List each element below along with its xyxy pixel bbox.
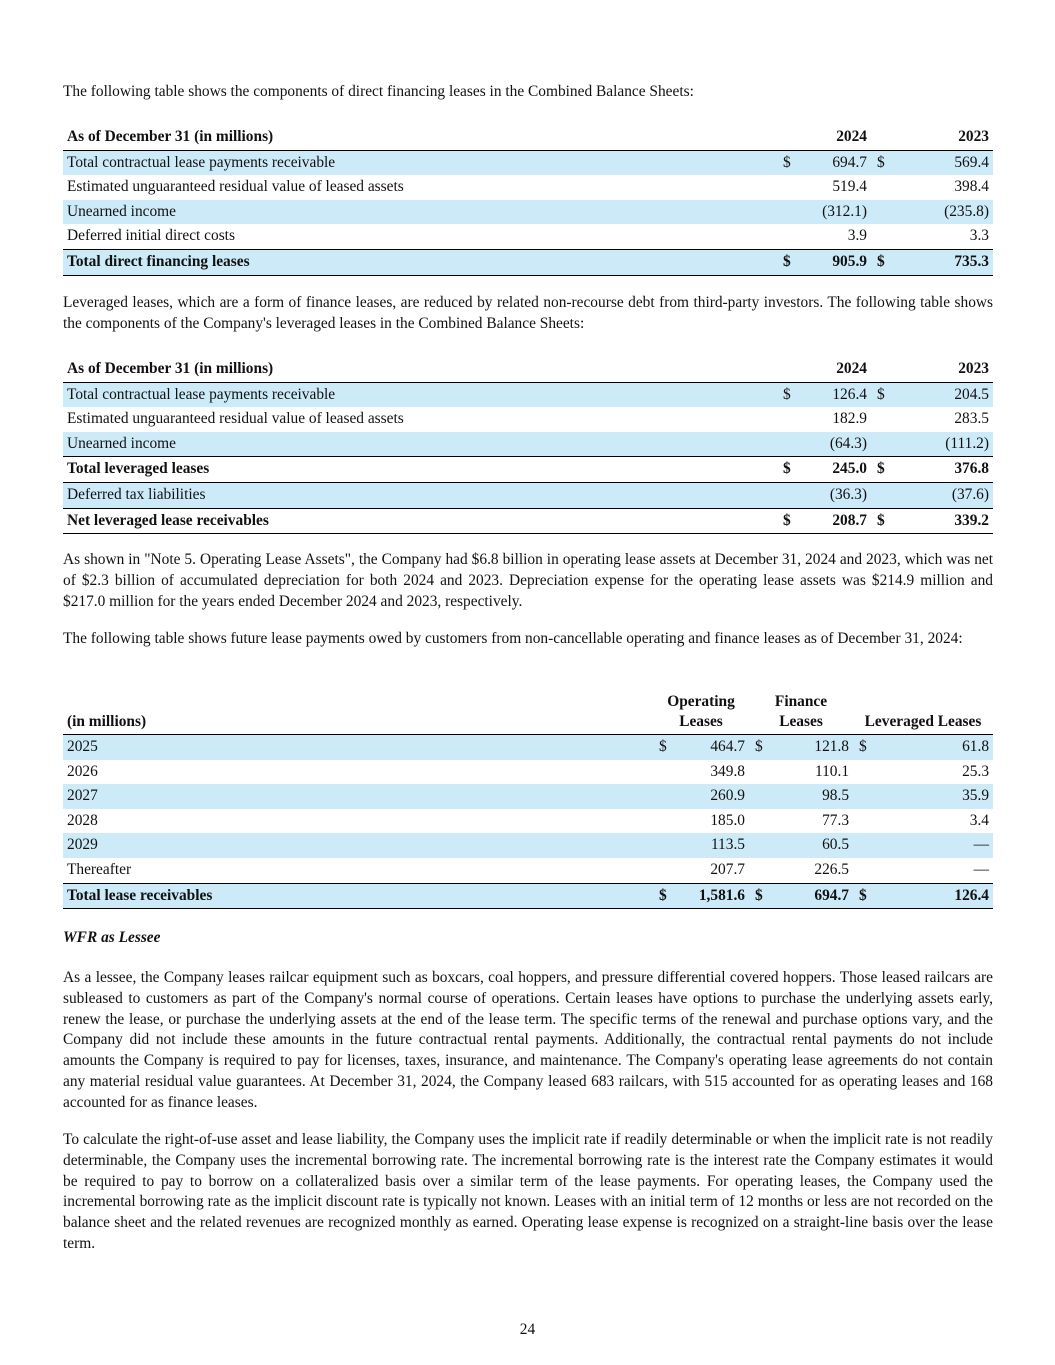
total-row: Total lease receivables $ 1,581.6 $ 694.7 $ 126.4 [63,883,993,909]
header-year: 2024 [807,357,871,382]
future-payments-paragraph: The following table shows future lease payments owed by customers from non-cancellable operating and finance leases as of December 31, 2024: [63,630,963,647]
header-operating-leases: Operating Leases [653,692,749,735]
lessee-paragraph: As a lessee, the Company leases railcar equipment such as boxcars, coal hoppers, and pressure differential covered hoppers. Those leased railcars are subleased to customers as part of the Company's normal course of operations. Certain leases have options to purchase the underlying assets early, renew the lease, or purchase the underlying assets at the end of the lease term. The specific terms of the renewal and purchase options vary, and the Company did not include these amounts in the future contractual rental payments. Additionally, the contractual rental payments do not include amounts the Company is required to pay for licenses, taxes, insurance, and maintenance. The Company's operating lease agreements do not contain any material residual value guarantees. At December 31, 2024, the Company leased 683 railcars, with 515 accounted for as operating leases and 168 accounted for as finance leases. [63,969,993,1111]
header-year: 2023 [909,125,993,150]
rou-asset-paragraph: To calculate the right-of-use asset and lease liability, the Company uses the implicit rate if readily determinable or when the implicit rate is not readily determinable, the Company uses the incremental borrowing rate. The incremental borrowing rate is the interest rate the Company estimates it would be required to pay to borrow on a collateralized basis over a similar term of the lease payments. For operating leases, the Company used the incremental borrowing rate as the implicit discount rate is typically not known. Leases with an initial term of 12 months or less are not recorded on the balance sheet and the related revenues are recognized monthly as earned. Operating lease expense is recognized on a straight-line basis over the lease term. [63,1131,993,1252]
table-row: 2026 349.8 110.1 25.3 [67,762,990,780]
direct-financing-leases-table [63,125,993,276]
page-number: 24 [519,1321,536,1338]
table-row: Deferred initial direct costs 3.9 3.3 [67,227,989,245]
table-row: Total contractual lease payments receivable $ 126.4 $ 204.5 [63,382,993,407]
table-header [63,357,993,382]
table-row: Estimated unguaranteed residual value of leased assets 519.4 398.4 [67,178,989,196]
total-row: Total direct financing leases $ 905.9 $ 735.3 [63,249,993,275]
subtotal-row: Total leveraged leases $ 245.0 $ 376.8 [63,457,993,483]
header-finance-leases: Finance Leases [749,692,853,735]
table-row: 2029 113.5 60.5 — [63,833,993,858]
table-row: 2028 185.0 77.3 3.4 [67,811,990,829]
table-row: Deferred tax liabilities (36.3) (37.6) [63,482,993,508]
header-label: (in millions) [63,692,653,735]
table-header [63,692,993,735]
table-row: Estimated unguaranteed residual value of leased assets 182.9 283.5 [67,410,989,428]
table-row: 2025 $ 464.7 $ 121.8 $ 61.8 [63,735,993,760]
total-row: Net leveraged lease receivables $ 208.7 $ 339.2 [63,508,993,534]
table-row: Unearned income (312.1) (235.8) [63,200,993,225]
operating-lease-assets-paragraph: As shown in "Note 5. Operating Lease Assets", the Company had $6.8 billion in operating lease assets at December 31, 2024 and 2023, which was net of $2.3 billion of accumulated depreciation for both 2024 and 2023. Depreciation expense for the operating lease assets was $214.9 million and $217.0 million for the years ended December 2024 and 2023, respectively. [63,551,993,610]
leveraged-leases-paragraph: Leveraged leases, which are a form of finance leases, are reduced by related non-recourse debt from third-party investors. The following table shows the components of the Company's leveraged leases in the Combined Balance Sheets: [63,294,993,332]
table-row: Unearned income (64.3) (111.2) [63,432,993,457]
header-label: As of December 31 (in millions) [63,125,777,150]
table-row: Thereafter 207.7 226.5 — [67,860,990,878]
leveraged-leases-table [63,357,993,534]
table-row: 2027 260.9 98.5 35.9 [63,784,993,809]
table-row: Total contractual lease payments receivable $ 694.7 $ 569.4 [63,150,993,175]
future-lease-payments-table [63,692,993,909]
header-label: As of December 31 (in millions) [63,357,777,382]
table-header [63,125,993,150]
section-heading-lessee: WFR as Lessee [63,929,161,946]
header-leveraged-leases: Leveraged Leases [853,692,993,735]
intro-paragraph: The following table shows the components of direct financing leases in the Combined Balance Sheets: [63,83,694,100]
header-year: 2024 [807,125,871,150]
header-year: 2023 [909,357,993,382]
